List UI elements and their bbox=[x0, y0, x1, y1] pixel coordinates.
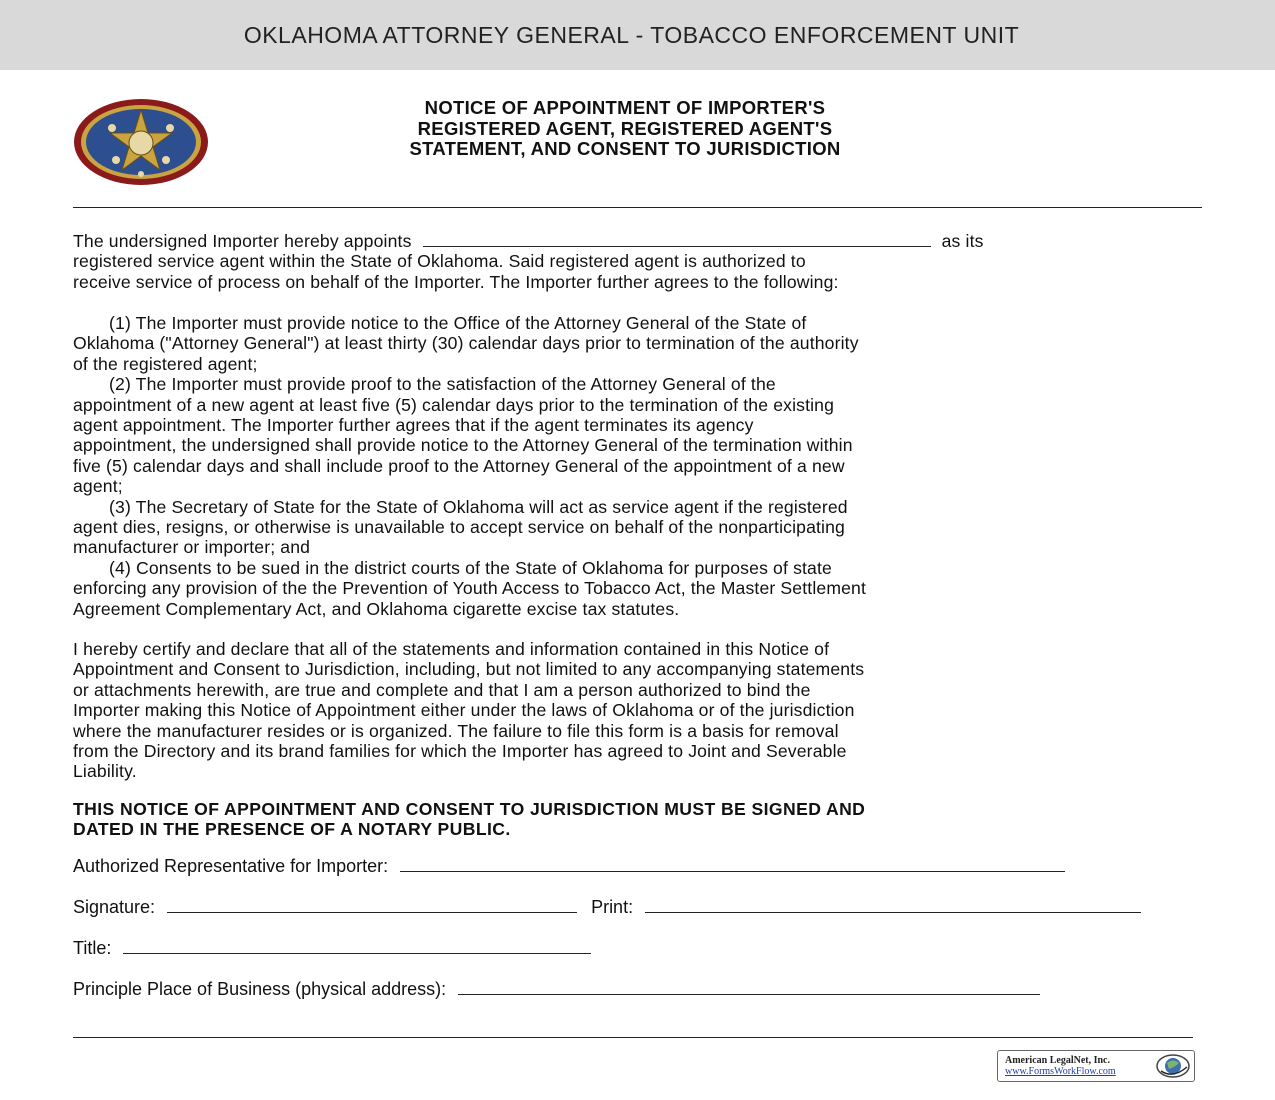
document-title bbox=[300, 98, 950, 160]
title-divider bbox=[73, 207, 1202, 208]
term-2-line: appointment, the undersigned shall provide notice to the Attorney General of the termination within bbox=[73, 435, 853, 456]
notary-notice bbox=[73, 799, 1208, 840]
notice-line-2: DATED IN THE PRESENCE OF A NOTARY PUBLIC. bbox=[73, 819, 511, 840]
logo-company-name: American LegalNet, Inc. bbox=[1005, 1055, 1110, 1066]
term-2-line: (2) The Importer must provide proof to the satisfaction of the Attorney General of the bbox=[109, 374, 776, 395]
term-3-line: agent dies, resigns, or otherwise is unavailable to accept service on behalf of the nonparticipating bbox=[73, 517, 845, 538]
term-2-line: agent appointment. The Importer further agrees that if the agent terminates its agency bbox=[73, 415, 754, 436]
oklahoma-state-seal-icon bbox=[72, 98, 210, 186]
address-continuation-line[interactable] bbox=[73, 1037, 1193, 1038]
certify-line: Importer making this Notice of Appointment either under the laws of Oklahoma or of the jurisdiction bbox=[73, 700, 855, 721]
notice-line-1: THIS NOTICE OF APPOINTMENT AND CONSENT TO JURISDICTION MUST BE SIGNED AND bbox=[73, 799, 866, 819]
certification-paragraph bbox=[73, 639, 1208, 782]
terms-list bbox=[73, 313, 1208, 619]
logo-website-link[interactable]: www.FormsWorkFlow.com bbox=[1005, 1066, 1116, 1077]
certify-line: Liability. bbox=[73, 761, 137, 782]
title-line-3: STATEMENT, AND CONSENT TO JURISDICTION bbox=[409, 138, 841, 159]
intro-paragraph bbox=[73, 231, 1208, 292]
intro-line-2: registered service agent within the State of Oklahoma. Said registered agent is authorized to bbox=[73, 251, 806, 272]
title-line-2: REGISTERED AGENT, REGISTERED AGENT'S bbox=[417, 117, 833, 139]
certify-line: or attachments herewith, are true and complete and that I am a person authorized to bind the bbox=[73, 679, 811, 700]
term-3-line: (3) The Secretary of State for the State of Oklahoma will act as service agent if the registered bbox=[109, 496, 848, 517]
title-field bbox=[73, 938, 591, 959]
globe-icon bbox=[1155, 1053, 1191, 1079]
print-label: Print: bbox=[591, 897, 634, 917]
representative-input-line[interactable] bbox=[400, 870, 1065, 872]
term-4-line: enforcing any provision of the the Prevention of Youth Access to Tobacco Act, the Master Settlement bbox=[73, 578, 867, 599]
term-1-line: Oklahoma ("Attorney General") at least thirty (30) calendar days prior to termination of the authority bbox=[73, 333, 859, 354]
forms-workflow-logo[interactable] bbox=[997, 1050, 1195, 1082]
signature-print-row bbox=[73, 897, 1141, 918]
term-2-line: appointment of a new agent at least five (5) calendar days prior to the termination of the existing bbox=[73, 394, 835, 415]
signature-label: Signature: bbox=[73, 897, 156, 917]
header-banner bbox=[0, 0, 1275, 70]
certify-line: from the Directory and its brand families for which the Importer has agreed to Joint and Severable bbox=[73, 741, 847, 762]
term-4-line: Agreement Complementary Act, and Oklahoma cigarette excise tax statutes. bbox=[73, 598, 680, 619]
business-address-label: Principle Place of Business (physical address): bbox=[73, 979, 447, 999]
title-label: Title: bbox=[73, 938, 112, 958]
business-address-input-line[interactable] bbox=[458, 993, 1040, 995]
business-address-field bbox=[73, 979, 1040, 1000]
term-3-line: manufacturer or importer; and bbox=[73, 537, 311, 558]
print-input-line[interactable] bbox=[645, 911, 1141, 913]
certify-line: I hereby certify and declare that all of the statements and information contained in this Notice of bbox=[73, 639, 830, 659]
term-2-line: five (5) calendar days and shall include proof to the Attorney General of the appointment of a new bbox=[73, 455, 845, 476]
banner-title: OKLAHOMA ATTORNEY GENERAL - TOBACCO ENFORCEMENT UNIT bbox=[243, 21, 1020, 48]
certify-line: Appointment and Consent to Jurisdiction, including, but not limited to any accompanying statements bbox=[73, 659, 865, 680]
agent-name-blank[interactable] bbox=[423, 245, 931, 247]
representative-label: Authorized Representative for Importer: bbox=[73, 856, 389, 876]
representative-field bbox=[73, 856, 1065, 877]
term-1-line: of the registered agent; bbox=[73, 353, 258, 374]
title-input-line[interactable] bbox=[123, 952, 591, 954]
intro-text-after: as its bbox=[941, 231, 984, 251]
certify-line: where the manufacturer resides or is organized. The failure to file this form is a basis for removal bbox=[73, 720, 839, 741]
title-line-1: NOTICE OF APPOINTMENT OF IMPORTER'S bbox=[424, 97, 826, 118]
term-4-line: (4) Consents to be sued in the district courts of the State of Oklahoma for purposes of state bbox=[109, 557, 832, 578]
intro-line-3: receive service of process on behalf of the Importer. The Importer further agrees to the following: bbox=[73, 271, 839, 292]
term-2-line: agent; bbox=[73, 476, 123, 497]
intro-text-before: The undersigned Importer hereby appoints bbox=[73, 231, 412, 251]
term-1-line: (1) The Importer must provide notice to the Office of the Attorney General of the State of bbox=[109, 313, 807, 333]
signature-input-line[interactable] bbox=[167, 911, 577, 913]
